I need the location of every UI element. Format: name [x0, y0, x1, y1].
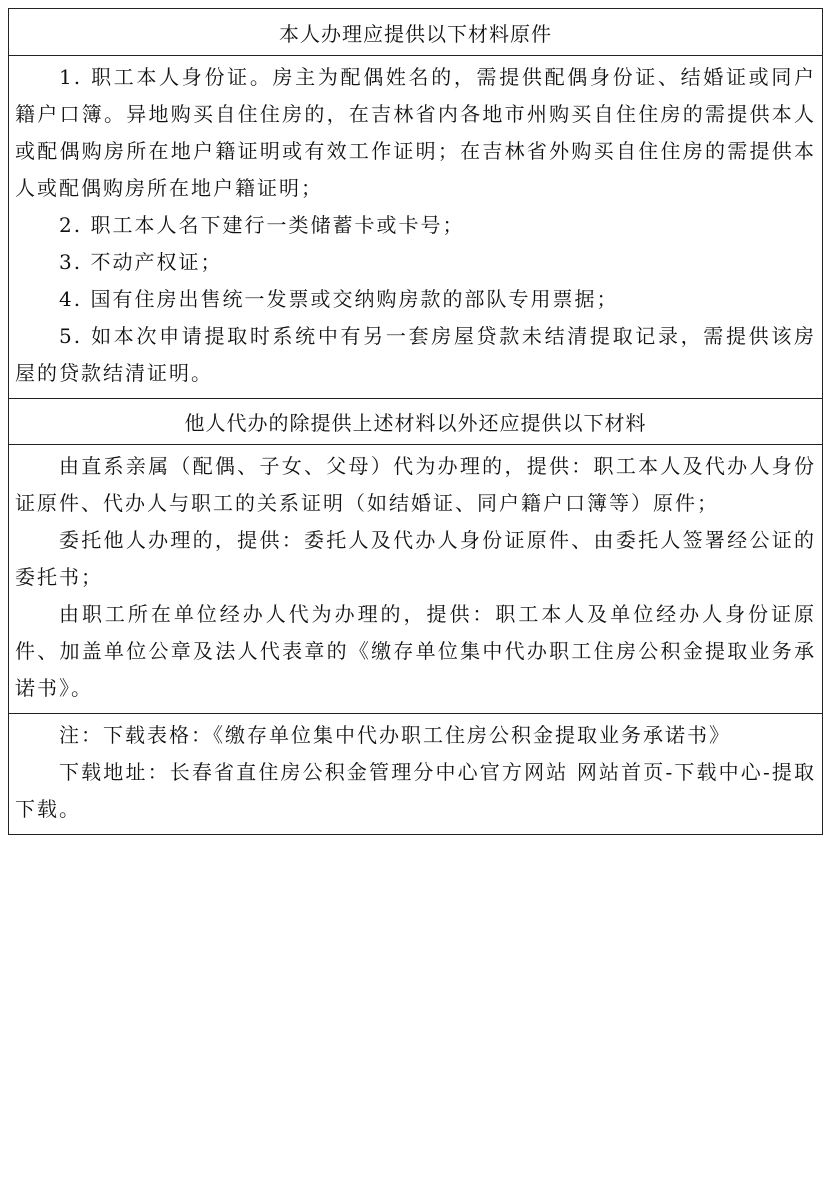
proxy-employer-paragraph: 由职工所在单位经办人代为办理的，提供：职工本人及单位经办人身份证原件、加盖单位公章及法人代表章的《缴存单位集中代办职工住房公积金提取业务承诺书》。: [15, 602, 816, 700]
self-item-1: 1. 职工本人身份证。房主为配偶姓名的，需提供配偶身份证、结婚证或同户籍户口簿。异地购买自住住房的，在吉林省内各地市州购买自住住房的需提供本人或配偶购房所在地户籍证明或有效工作证明；在吉林省外购买自住住房的需提供本人或配偶购房所在地户籍证明；: [15, 65, 816, 200]
section-title-self: 本人办理应提供以下材料原件: [279, 21, 552, 46]
section-content-proxy: [9, 444, 822, 713]
materials-table: [8, 8, 823, 835]
download-address-note: 下载地址：长春省直住房公积金管理分中心官方网站 网站首页-下载中心-提取下载。: [15, 760, 816, 821]
proxy-relative-paragraph: 由直系亲属（配偶、子女、父母）代为办理的，提供：职工本人及代办人身份证原件、代办人与职工的关系证明（如结婚证、同户籍户口簿等）原件；: [15, 454, 816, 515]
self-item-4: 4. 国有住房出售统一发票或交纳购房款的部队专用票据；: [59, 287, 619, 311]
self-item-2: 2. 职工本人名下建行一类储蓄卡或卡号；: [59, 213, 465, 237]
section-content-self: [9, 55, 822, 398]
section-title-proxy: 他人代办的除提供上述材料以外还应提供以下材料: [184, 411, 647, 435]
section-content-note: [9, 713, 822, 834]
section-header-proxy: [9, 398, 822, 444]
proxy-entrusted-paragraph: 委托他人办理的，提供：委托人及代办人身份证原件、由委托人签署经公证的委托书；: [15, 528, 816, 589]
self-item-5: 5. 如本次申请提取时系统中有另一套房屋贷款未结清提取记录，需提供该房屋的贷款结清证明。: [15, 324, 816, 385]
self-item-3: 3. 不动产权证；: [59, 250, 223, 274]
download-form-note: 注：下载表格：《缴存单位集中代办职工住房公积金提取业务承诺书》: [59, 723, 731, 747]
section-header-self: [9, 9, 822, 55]
